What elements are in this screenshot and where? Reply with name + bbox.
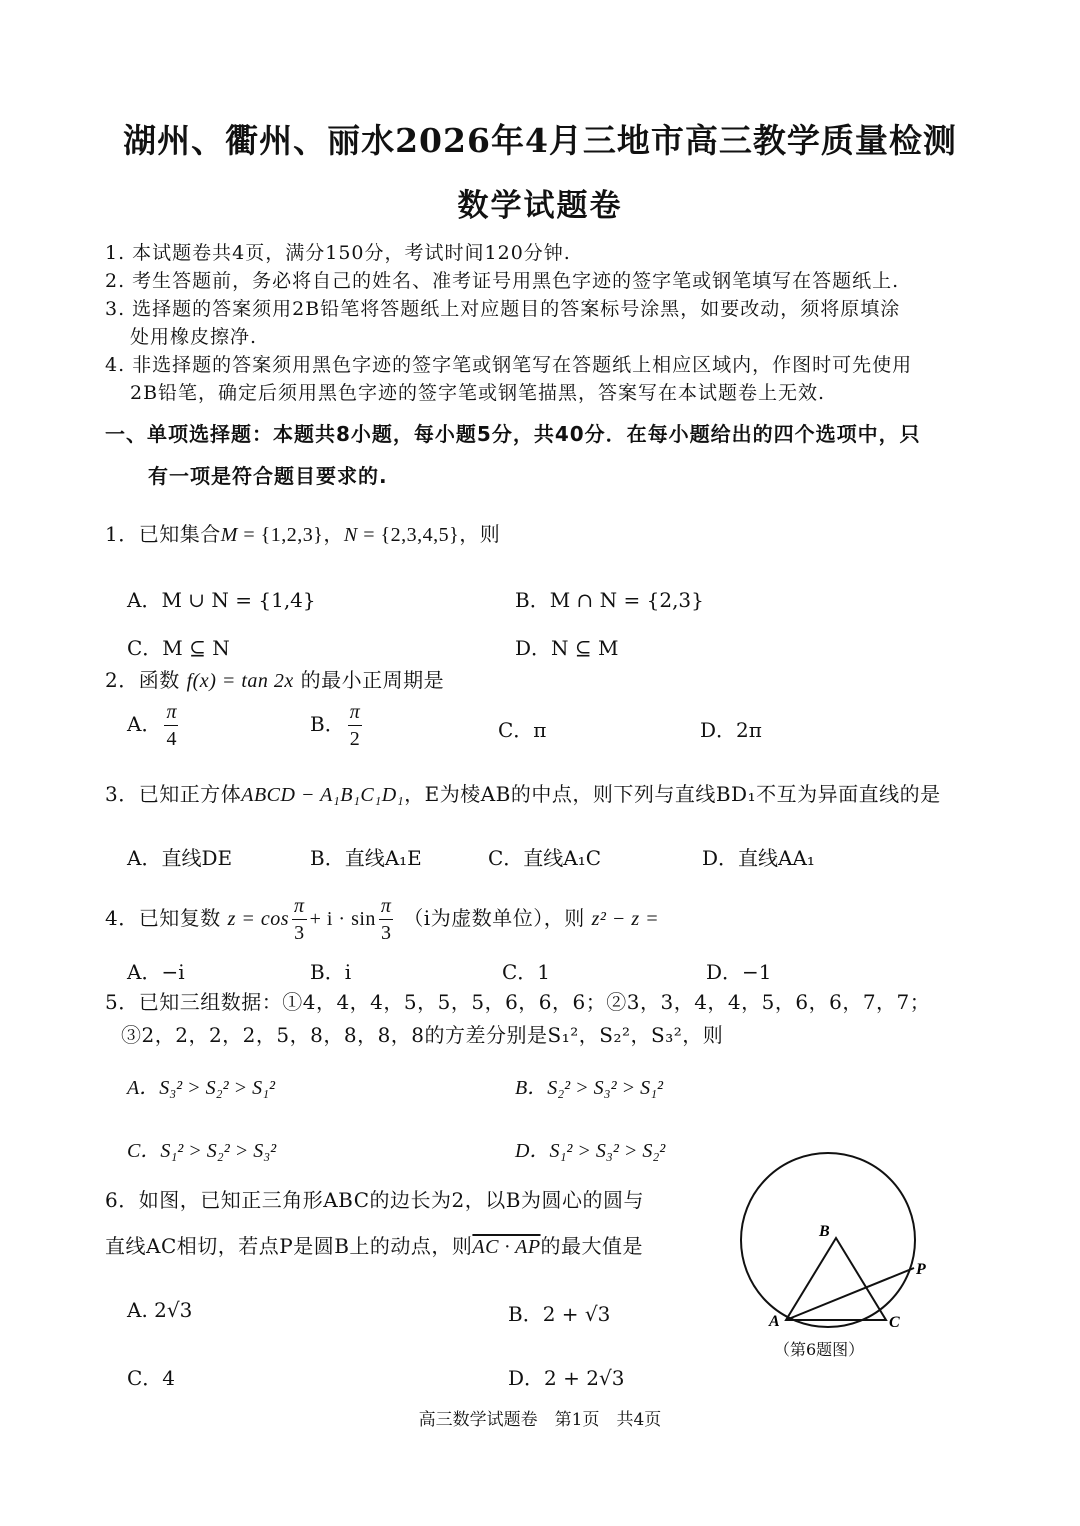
q2-function: f(x) = tan 2x [186, 670, 294, 692]
q4-denominator-2: 3 [380, 922, 392, 944]
segment-ap [786, 1268, 914, 1320]
q4-option-b[interactable]: B．i [310, 960, 352, 984]
q3-cube: ABCD − A₁B₁C₁D₁ [241, 784, 405, 806]
q4-numerator: π [292, 896, 307, 920]
label-b: B [819, 1223, 830, 1240]
q1-set-m-value: = {1,2,3}， [237, 524, 344, 546]
q4-option-d[interactable]: D．−1 [706, 960, 772, 984]
section-heading-cont: 有一项是符合题目要求的. [148, 464, 388, 488]
q3-option-a[interactable]: A．直线DE [127, 846, 233, 870]
instruction-line: 处用橡皮擦净. [130, 326, 258, 348]
q6-figure-caption: （第6题图） [774, 1340, 865, 1359]
q6-text-b: 的最大值是 [540, 1234, 644, 1258]
q4-z-equals: z = cos [227, 908, 290, 930]
q5-option-d[interactable]: D．S₁² > S₃² > S₂² [515, 1140, 666, 1162]
q2-text-b: 的最小正周期是 [300, 668, 445, 692]
question-3-stem [105, 778, 941, 807]
label-a: A [769, 1313, 780, 1330]
instruction-line: 1. 本试题卷共4页，满分150分，考试时间120分钟. [105, 242, 571, 264]
exam-subtitle: 数学试题卷 [457, 188, 623, 224]
q2-option-a-numerator: π [164, 702, 178, 726]
section-heading: 一、单项选择题：本题共8小题，每小题5分，共40分．在每小题给出的四个选项中，只 [105, 422, 921, 446]
q4-option-a[interactable]: A．−i [127, 960, 185, 984]
q6-text: 直线AC相切，若点P是圆B上的动点，则 [105, 1234, 473, 1258]
q1-option-b[interactable]: B．M ∩ N = {2,3} [515, 588, 704, 612]
q6-option-c[interactable]: C．4 [127, 1366, 176, 1390]
instruction-line: 3. 选择题的答案须用2B铅笔将答题纸上对应题目的答案标号涂黑，如要改动，须将原填涂 [105, 298, 901, 320]
instruction-line: 2B铅笔，确定后须用黑色字迹的签字笔或钢笔描黑，答案写在本试题卷上无效. [130, 382, 826, 404]
q1-set-n: N [343, 524, 358, 546]
instruction-line: 2. 考生答题前，务必将自己的姓名、准考证号用黑色字迹的签字笔或钢笔填写在答题纸上. [105, 270, 900, 292]
q5-option-c[interactable]: C．S₁² > S₂² > S₃² [127, 1140, 277, 1162]
exam-title: 湖州、衢州、丽水2026年4月三地市高三教学质量检测 [123, 121, 957, 160]
label-c: C [889, 1314, 900, 1331]
q3-text: 3．已知正方体 [105, 782, 242, 806]
q2-option-a[interactable] [127, 702, 181, 749]
q2-option-b[interactable] [310, 702, 365, 749]
circle-b [741, 1153, 915, 1327]
q6-option-a[interactable]: A. 2√3 [127, 1298, 193, 1322]
q2-text: 2．函数 [105, 668, 180, 692]
q4-expression: z² − z = [591, 908, 660, 930]
question-4-stem [105, 896, 659, 943]
q3-text-b: ，E为棱AB的中点，则下列与直线BD₁不互为异面直线的是 [404, 782, 941, 806]
q4-text: 4．已知复数 [105, 906, 221, 930]
question-6-stem: 6．如图，已知正三角形ABC的边长为2，以B为圆心的圆与 [105, 1188, 644, 1212]
q3-option-b[interactable]: B．直线A₁E [310, 846, 422, 870]
label-p: P [916, 1261, 926, 1278]
triangle-abc [786, 1238, 886, 1320]
q6-option-b[interactable]: B．2 + √3 [508, 1302, 611, 1326]
page-footer: 高三数学试题卷 第1页 共4页 [418, 1410, 662, 1430]
q1-set-m: M [220, 524, 238, 546]
instruction-line: 4. 非选择题的答案须用黑色字迹的签字笔或钢笔写在答题纸上相应区域内，作图时可先使用 [105, 354, 913, 376]
q2-option-b-denominator: 2 [349, 728, 360, 750]
q4-plus-i-sin: + i · sin [309, 908, 376, 930]
q2-option-a-label: A． [127, 712, 162, 736]
q2-option-d[interactable]: D．2π [700, 718, 762, 742]
question-5-stem-cont: ③2，2，2，2，5，8，8，8，8的方差分别是S₁²，S₂²，S₃²，则 [121, 1023, 724, 1047]
question-2-stem [105, 664, 444, 693]
q4-denominator: 3 [294, 922, 305, 944]
q3-option-c[interactable]: C．直线A₁C [488, 846, 602, 870]
question-6-stem-cont [105, 1230, 643, 1259]
q6-option-d[interactable]: D．2 + 2√3 [508, 1366, 625, 1390]
q6-vector-product: AC · AP [472, 1236, 541, 1258]
q3-option-d[interactable]: D．直线AA₁ [702, 846, 815, 870]
q1-option-c[interactable]: C．M ⊆ N [127, 636, 230, 660]
q5-option-a[interactable]: A．S₃² > S₂² > S₁² [127, 1077, 276, 1099]
question-1-stem [105, 518, 500, 547]
question-5-stem: 5．已知三组数据：①4，4，4，5，5，5，6，6，6；②3，3，4，4，5，6，6，7，7； [105, 990, 931, 1014]
q2-option-c[interactable]: C．π [498, 718, 547, 742]
q5-option-b[interactable]: B．S₂² > S₃² > S₁² [515, 1077, 664, 1099]
q1-set-n-value: = {2,3,4,5}，则 [357, 524, 501, 546]
q6-figure [740, 1130, 940, 1370]
q1-option-a[interactable]: A．M ∪ N = {1,4} [127, 588, 316, 612]
q4-option-c[interactable]: C．1 [502, 960, 551, 984]
q2-option-b-numerator: π [348, 702, 362, 726]
q1-text: 1．已知集合 [105, 522, 221, 546]
q1-option-d[interactable]: D．N ⊆ M [515, 636, 619, 660]
q4-text-b: （i为虚数单位），则 [403, 906, 585, 930]
q4-numerator-2: π [379, 896, 394, 920]
q2-option-b-label: B． [310, 712, 345, 736]
q2-option-a-denominator: 4 [166, 728, 177, 750]
